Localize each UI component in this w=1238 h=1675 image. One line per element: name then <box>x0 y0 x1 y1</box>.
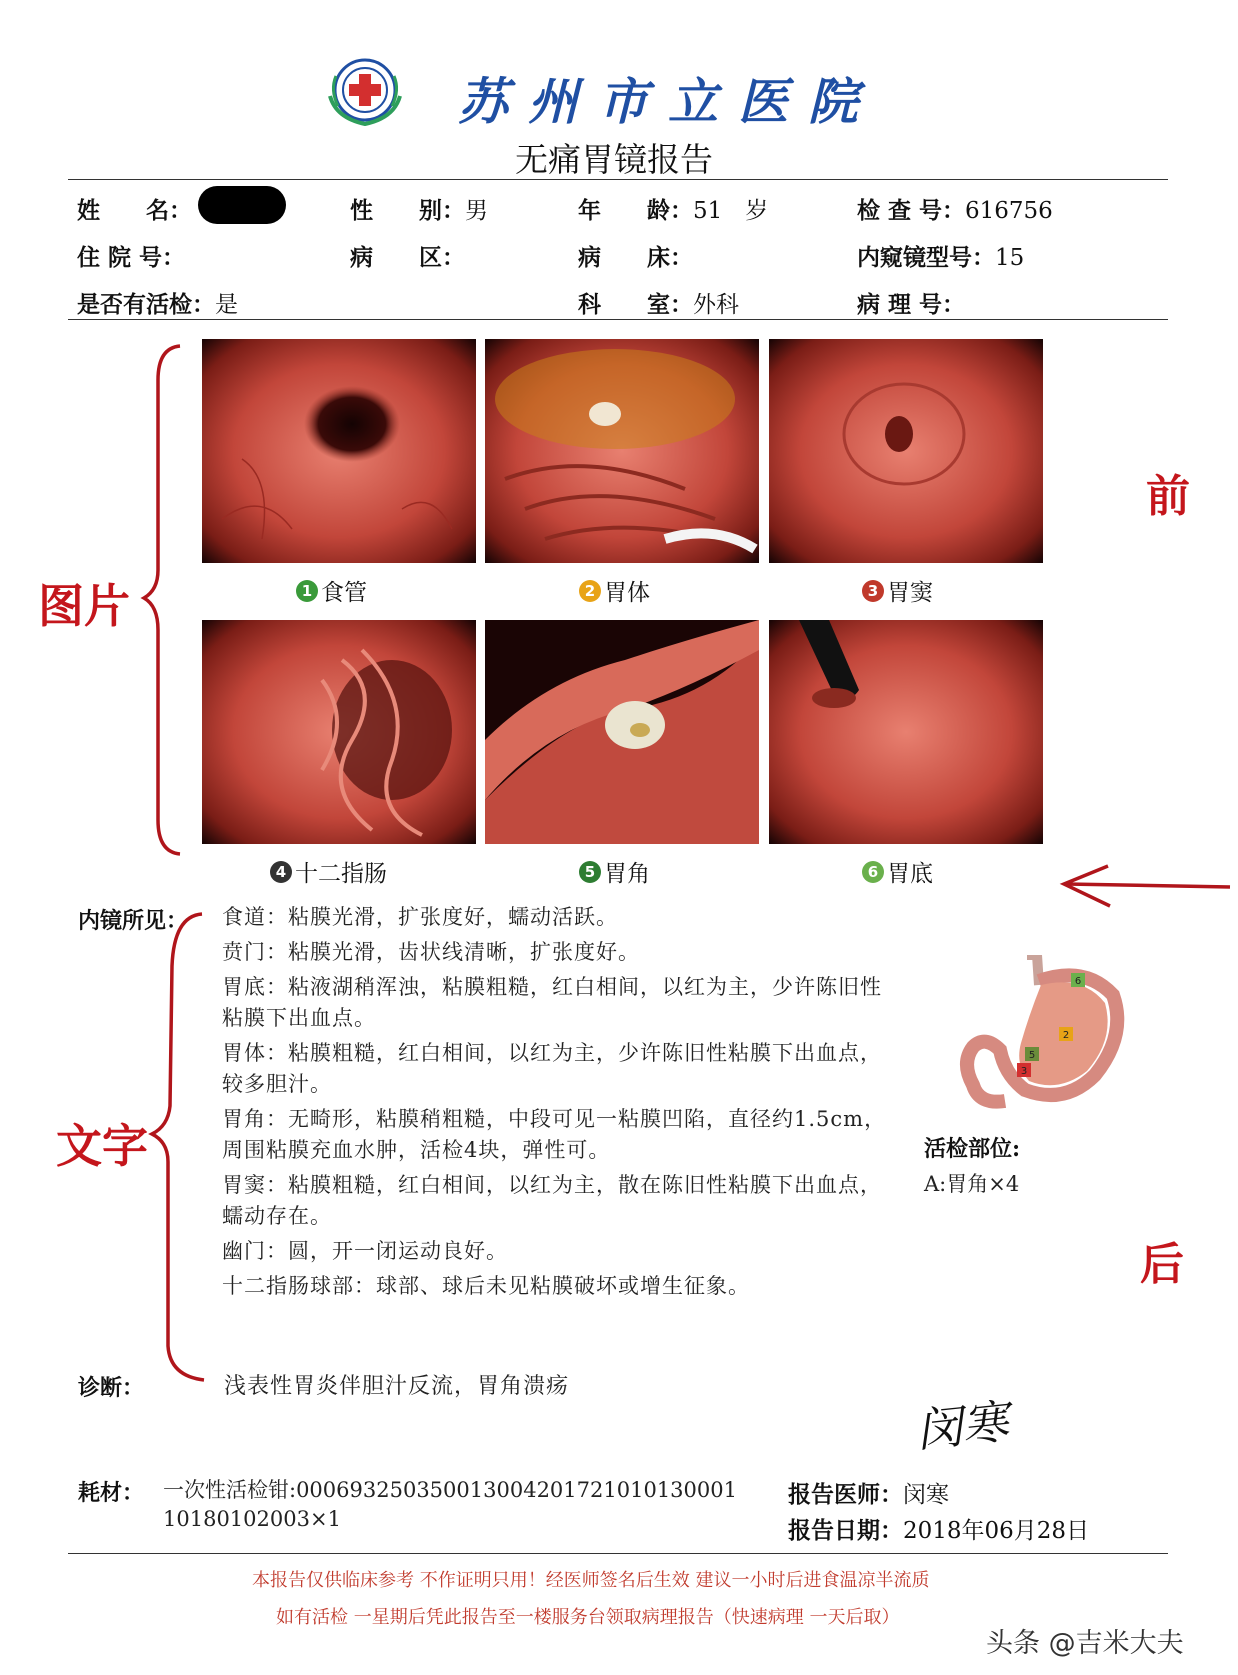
age-value: 51 岁 <box>693 198 769 224</box>
footer-divider <box>68 1553 1168 1554</box>
department-label: 科 室： <box>578 291 693 318</box>
diagnosis-label: 诊断： <box>78 1375 145 1401</box>
diagram-mark-2: 2 <box>1062 1030 1070 1041</box>
caption-6-number: 6 <box>862 861 884 883</box>
gender-field <box>350 192 488 225</box>
caption-5-number: 5 <box>579 861 601 883</box>
scope-model-value: 15 <box>995 245 1025 271</box>
finding-angle: 胃角：无畸形，粘膜稍粗糙，中段可见一粘膜凹陷，直径约1.5cm，周围粘膜充血水肿，活检4块，弹性可。 <box>222 1107 887 1162</box>
findings-list <box>222 902 894 1302</box>
finding-esophagus: 食道：粘膜光滑，扩张度好，蠕动活跃。 <box>222 905 618 929</box>
caption-2 <box>579 574 650 607</box>
before-annotation: 前 <box>1146 471 1190 522</box>
header-divider <box>68 179 1168 180</box>
biopsy-site-value: A:胃角×4 <box>924 1172 1020 1196</box>
age-label: 年 龄： <box>578 197 693 224</box>
stomach-diagram <box>955 955 1125 1115</box>
photo-angle <box>485 620 759 844</box>
caption-2-label: 胃体 <box>604 580 650 606</box>
caption-2-number: 2 <box>579 580 601 602</box>
pathology-no-field <box>857 286 965 319</box>
finding-duodenal-bulb: 十二指肠球部：球部、球后未见粘膜破坏或增生征象。 <box>222 1274 750 1298</box>
caption-6 <box>862 855 933 888</box>
caption-6-label: 胃底 <box>887 861 933 887</box>
biopsy-label: 是否有活检： <box>77 291 215 318</box>
doctor-value: 闵寒 <box>903 1482 949 1508</box>
finding-fundus: 胃底：粘液湖稍浑浊，粘膜粗糙，红白相间，以红为主，少许陈旧性粘膜下出血点。 <box>222 975 882 1030</box>
biopsy-site-label: 活检部位: <box>924 1136 1021 1162</box>
department-value: 外科 <box>693 292 739 318</box>
caption-4-number: 4 <box>270 861 292 883</box>
caption-3 <box>862 574 933 607</box>
scope-model-field <box>857 239 1024 272</box>
report-title: 无痛胃镜报告 <box>515 140 713 179</box>
caption-4 <box>270 855 387 888</box>
images-annotation: 图片 <box>38 579 130 633</box>
admission-no-field <box>77 239 185 272</box>
info-divider <box>68 319 1168 320</box>
caption-3-number: 3 <box>862 580 884 602</box>
after-annotation: 后 <box>1140 1239 1184 1290</box>
patient-name-field <box>77 192 192 225</box>
photo-fundus <box>769 620 1043 844</box>
diagram-mark-6: 6 <box>1074 976 1082 987</box>
watermark: 头条 @吉米大夫 <box>986 1628 1184 1659</box>
caption-3-label: 胃窦 <box>887 580 933 606</box>
biopsy-field <box>77 286 238 319</box>
photo-esophagus <box>202 339 476 563</box>
text-brace <box>146 906 206 1386</box>
doctor-label: 报告医师： <box>788 1481 903 1508</box>
footer-disclaimer: 本报告仅供临床参考 不作证明只用！经医师签名后生效 建议一小时后进食温凉半流质 <box>252 1570 930 1591</box>
finding-body: 胃体：粘膜粗糙，红白相间，以红为主，少许陈旧性粘膜下出血点，较多胆汁。 <box>222 1041 882 1096</box>
caption-5-label: 胃角 <box>604 861 650 887</box>
caption-1 <box>296 574 367 607</box>
name-redaction <box>198 186 286 224</box>
consumables-label: 耗材： <box>78 1480 145 1506</box>
diagram-mark-5: 5 <box>1028 1050 1036 1061</box>
findings-label: 内镜所见： <box>78 908 189 934</box>
finding-cardia: 贲门：粘膜光滑，齿状线清晰，扩张度好。 <box>222 940 640 964</box>
text-annotation: 文字 <box>56 1119 148 1173</box>
images-brace <box>140 340 190 860</box>
caption-5 <box>579 855 650 888</box>
bed-field <box>578 239 693 272</box>
report-date-field <box>788 1512 1089 1545</box>
report-date-label: 报告日期： <box>788 1517 903 1544</box>
biopsy-value: 是 <box>215 292 238 318</box>
arrow-left-icon <box>1058 862 1234 912</box>
consumables-line-1: 一次性活检钳:000693250350013004201721010130001 <box>163 1478 737 1502</box>
admission-no-label: 住 院 号： <box>77 244 186 271</box>
hospital-name: 苏州市立医院 <box>458 72 878 131</box>
gender-label: 性 别： <box>350 197 465 224</box>
hospital-logo <box>322 56 408 128</box>
ward-label: 病 区： <box>350 244 465 271</box>
department-field <box>578 286 739 319</box>
photo-antrum <box>769 339 1043 563</box>
scope-model-label: 内窥镜型号： <box>857 244 995 271</box>
diagnosis-value: 浅表性胃炎伴胆汁反流，胃角溃疡 <box>224 1374 570 1399</box>
pathology-no-label: 病 理 号： <box>857 291 966 318</box>
consumables-line-2: 10180102003×1 <box>163 1507 341 1531</box>
caption-1-label: 食管 <box>321 580 367 606</box>
patient-name-label: 姓 名： <box>77 197 192 224</box>
diagram-mark-3: 3 <box>1020 1066 1028 1077</box>
doctor-field <box>788 1476 949 1509</box>
footer-pathology-note: 如有活检 一星期后凭此报告至一楼服务台领取病理报告（快速病理 一天后取） <box>276 1607 900 1628</box>
doctor-signature: 闵寒 <box>913 1394 1011 1458</box>
exam-no-value: 616756 <box>965 198 1053 224</box>
exam-no-field <box>857 192 1053 225</box>
report-date-value: 2018年06月28日 <box>903 1518 1090 1544</box>
gender-value: 男 <box>465 198 488 224</box>
caption-1-number: 1 <box>296 580 318 602</box>
finding-antrum: 胃窦：粘膜粗糙，红白相间，以红为主，散在陈旧性粘膜下出血点，蠕动存在。 <box>222 1173 882 1228</box>
caption-4-label: 十二指肠 <box>295 861 387 887</box>
bed-label: 病 床： <box>578 244 693 271</box>
finding-pylorus: 幽门：圆，开一闭运动良好。 <box>222 1239 508 1263</box>
ward-field <box>350 239 465 272</box>
exam-no-label: 检 查 号： <box>857 197 966 224</box>
photo-duodenum <box>202 620 476 844</box>
photo-gastric-body <box>485 339 759 563</box>
age-field <box>578 192 768 225</box>
